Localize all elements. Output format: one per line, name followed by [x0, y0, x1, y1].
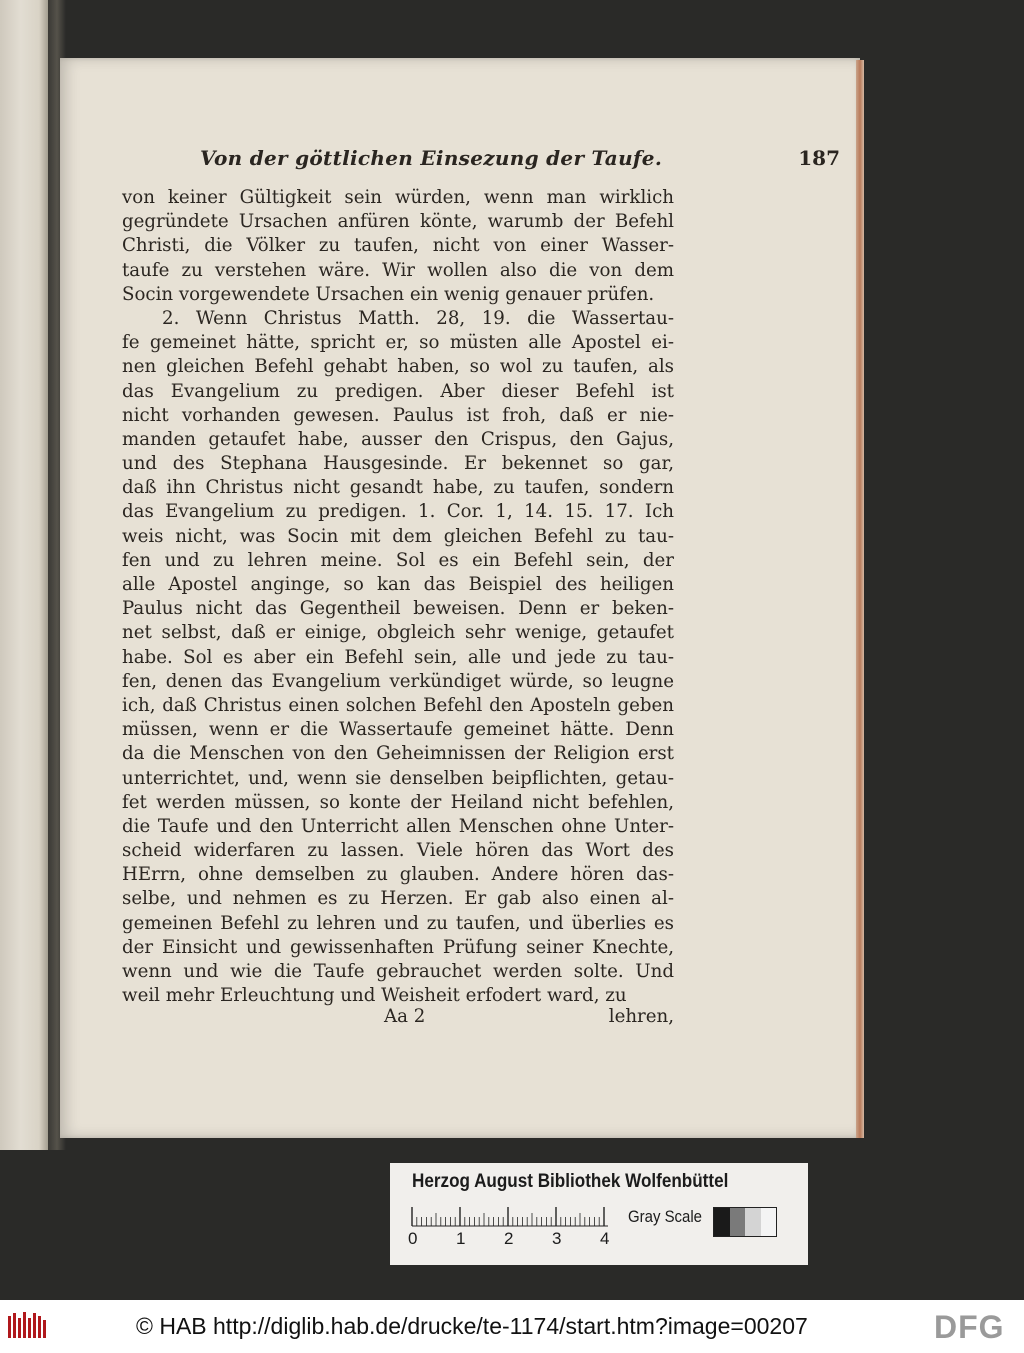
text-line: Paulus nicht das Gegentheil beweisen. Denn er beken- — [122, 598, 674, 620]
text-line: scheid widerfaren zu lassen. Viele hören das Wort des — [122, 840, 674, 862]
text-line: von keiner Gültigkeit sein würden, wenn man wirklich — [122, 187, 674, 208]
page-footer — [122, 1006, 674, 1036]
text-line: fe gemeinet hätte, spricht er, so müsten alle Apostel ei- — [122, 332, 674, 354]
text-line: nen gleichen Befehl gehabt haben, so wol zu taufen, als — [122, 356, 674, 378]
scale-number: 1 — [456, 1229, 466, 1248]
gray-scale-label: Gray Scale — [628, 1207, 703, 1226]
hab-logo-icon — [6, 1310, 48, 1342]
gray-patch — [714, 1208, 730, 1236]
text-line: gemeinen Befehl zu lehren und zu taufen, und überlies es — [122, 912, 674, 934]
text-line: fet werden müssen, so konte der Heiland nicht befehlen, — [122, 791, 674, 813]
text-line: gegründete Ursachen anfüren könte, warumb der Befehl — [122, 211, 674, 233]
text-line: 2. Wenn Christus Matth. 28, 19. die Wassertau- — [162, 307, 674, 329]
text-line: die Taufe und den Unterricht allen Menschen ohne Unter- — [122, 815, 674, 837]
scale-number: 3 — [552, 1229, 562, 1248]
gray-patch — [730, 1208, 746, 1236]
text-line: manden getaufet habe, ausser den Crispus, den Gajus, — [122, 428, 674, 450]
page-header — [200, 144, 840, 180]
text-line: unterrichtet, und, wenn sie denselben beipflichten, getau- — [122, 767, 674, 789]
text-line: Christi, die Völker zu taufen, nicht von einer Wasser- — [122, 235, 674, 257]
text-line: alle Apostel anginge, so kan das Beispiel des heiligen — [122, 574, 674, 595]
text-line: Socin vorgewendete Ursachen ein wenig genauer prüfen. — [122, 283, 655, 305]
text-line: müssen, wenn er die Wassertaufe gemeinet hätte. Denn — [122, 719, 674, 741]
gray-patch — [745, 1208, 761, 1236]
text-line: da die Menschen von den Geheimnissen der Religion erst — [122, 743, 674, 765]
text-line: selbe, und nehmen es zu Herzen. Er gab also einen al- — [122, 888, 674, 910]
facing-page-edge — [0, 0, 52, 1150]
gray-scale-patches — [713, 1207, 777, 1237]
color-reference-card — [390, 1163, 808, 1265]
text-line: der Einsicht und gewissenhaften Prüfung seiner Knechte, — [122, 936, 674, 958]
gray-patch — [761, 1208, 777, 1236]
text-line: net selbst, daß er einige, obgleich sehr wenige, getaufet — [122, 622, 674, 644]
text-line: wenn und wie die Taufe gebrauchet werden solte. Und — [122, 961, 674, 982]
scale-ruler — [408, 1205, 608, 1227]
dfg-logo: DFG — [934, 1309, 1005, 1345]
text-line: fen und zu lehren meine. Sol es ein Befehl sein, der — [122, 549, 674, 571]
text-line: das Evangelium zu predigen. 1. Cor. 1, 14. 15. 17. Ich — [122, 501, 674, 523]
text-line: das Evangelium zu predigen. Aber dieser Befehl ist — [122, 380, 674, 402]
scale-number: 0 — [408, 1229, 418, 1248]
page-edge — [856, 60, 864, 1138]
text-line: ich, daß Christus einen solchen Befehl den Aposteln geben — [122, 694, 674, 716]
page-number: 187 — [798, 146, 840, 170]
catchword: lehren, — [608, 1006, 674, 1027]
library-name: Herzog August Bibliothek Wolfenbüttel — [412, 1171, 729, 1192]
text-line: habe. Sol es aber ein Befehl sein, alle und jede zu tau- — [122, 646, 674, 668]
scale-labels — [402, 1229, 632, 1253]
running-head: Von der göttlichen Einsezung der Taufe. — [200, 146, 663, 170]
bottom-bar — [0, 1300, 1024, 1353]
text-line: nicht vorhanden gewesen. Paulus ist froh, daß er nie- — [122, 404, 674, 426]
text-line: und des Stephana Hausgesinde. Er bekennet so gar, — [122, 453, 674, 475]
text-line: weil mehr Erleuchtung und Weisheit erfodert ward, zu — [122, 985, 627, 1007]
text-line: daß ihn Christus nicht gesandt habe, zu taufen, sondern — [122, 477, 674, 499]
text-line: HErrn, ohne demselben zu glauben. Andere hören das- — [122, 864, 674, 886]
signature-mark: Aa 2 — [384, 1006, 426, 1027]
scale-number: 2 — [504, 1229, 514, 1248]
text-line: taufe zu verstehen wäre. Wir wollen also die von dem — [122, 259, 674, 281]
text-line: weis nicht, was Socin mit dem gleichen Befehl zu tau- — [122, 525, 674, 547]
text-line: fen, denen das Evangelium verkündiget würde, so leugne — [122, 670, 674, 692]
scale-number: 4 — [600, 1229, 610, 1248]
body-text — [122, 186, 674, 1008]
copyright-url: © HAB http://diglib.hab.de/drucke/te-1174/start.htm?image=00207 — [136, 1313, 808, 1339]
